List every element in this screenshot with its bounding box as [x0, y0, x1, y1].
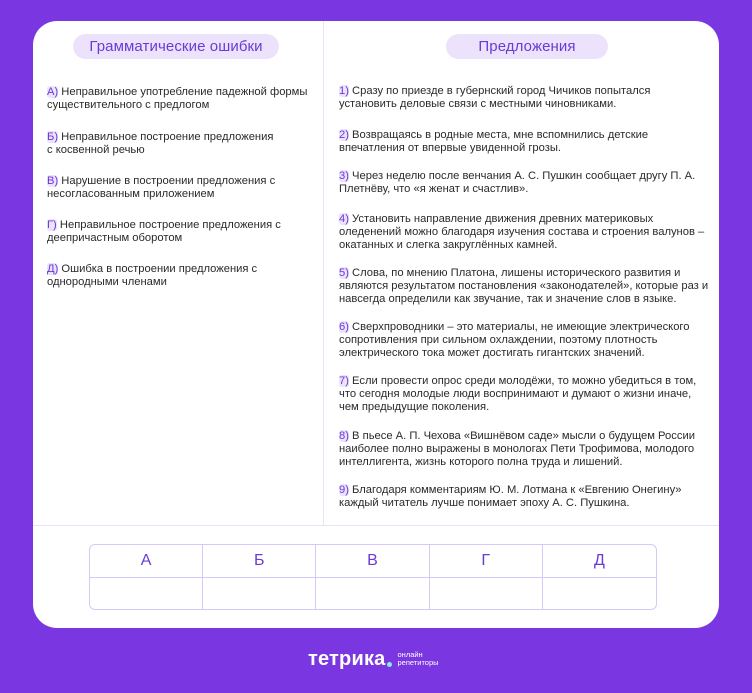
error-text: Неправильное построение предложения с косвенной речью [47, 131, 274, 156]
sentence-text: Если провести опрос среди молодёжи, то можно убедиться в том, что сегодня молодые люди воспринимают и думают о жизни иначе, чем предыдущие поколения. [339, 375, 697, 413]
sentence-item-4 [339, 213, 709, 252]
answer-table [89, 544, 657, 610]
sentence-text: Слова, по мнению Платона, лишены исторического развития и являются результатом постановления «законодателей», которые раз и навсегда определили как звучание, так и значение слов в языке. [339, 267, 709, 305]
sentence-marker: 4) [339, 213, 349, 225]
sentence-text: Сверхпроводники – это материалы, не имеющие электрического сопротивления при сильном охлаждении, поэтому плотность электрического тока может достигать гигантских значений. [339, 321, 690, 359]
sentence-text: Сразу по приезде в губернский город Чичиков попытался установить деловые связи с местными чиновниками. [339, 85, 651, 110]
sentence-marker: 3) [339, 170, 349, 182]
error-text: Нарушение в построении предложения с несогласованным приложением [47, 175, 276, 200]
sentence-marker: 1) [339, 85, 349, 97]
answer-header-g: Г [430, 545, 543, 578]
answer-header-v: В [316, 545, 429, 578]
column-divider [323, 21, 324, 525]
brand-logo [308, 648, 439, 670]
error-item-v [47, 175, 282, 201]
error-marker: Д) [47, 263, 59, 275]
sentence-item-8 [339, 430, 709, 469]
answer-cell-d[interactable] [543, 578, 656, 609]
error-text: Ошибка в построении предложения с однородными членами [47, 263, 258, 288]
sentence-marker: 9) [339, 484, 349, 496]
answer-header-a: А [90, 545, 203, 578]
sentence-item-5 [339, 267, 709, 306]
sentence-item-6 [339, 321, 709, 360]
answer-cell-a[interactable] [90, 578, 203, 609]
errors-column-header: Грамматические ошибки [73, 34, 279, 59]
sentence-marker: 8) [339, 430, 349, 442]
sentence-text: В пьесе А. П. Чехова «Вишнёвом саде» мысли о будущем России наиболее полно выражены в монологах Пети Трофимова, молодого интеллигента, жизнь которого полна труда и лишений. [339, 430, 695, 468]
sentence-item-3 [339, 170, 709, 196]
error-marker: Б) [47, 131, 59, 143]
error-item-b [47, 131, 282, 157]
brand-subtitle-line1: онлайн [397, 650, 423, 659]
error-marker: Г) [47, 219, 57, 231]
brand-subtitle-line2: репетиторы [397, 658, 439, 667]
answer-header-b: Б [203, 545, 316, 578]
answer-cell-g[interactable] [430, 578, 543, 609]
task-card [33, 21, 719, 628]
sentence-marker: 2) [339, 129, 349, 141]
sentence-text: Благодаря комментариям Ю. М. Лотмана к «Евгению Онегину» каждый читатель лучше понимает эпоху А. С. Пушкина. [339, 484, 682, 509]
error-item-a [47, 86, 317, 112]
sentences-column-header: Предложения [446, 34, 608, 59]
brand-subtitle [398, 651, 439, 667]
error-marker: А) [47, 86, 59, 98]
sentence-text: Установить направление движения древних материковых оледенений можно благодаря изучения состава и строения валунов – окатанных и слегка закруглённых камней. [339, 213, 705, 251]
brand-dot-icon [387, 662, 392, 667]
error-text: Неправильное построение предложения с деепричастным оборотом [47, 219, 281, 244]
sentence-marker: 5) [339, 267, 349, 279]
section-divider [33, 525, 719, 526]
sentence-text: Через неделю после венчания А. С. Пушкин сообщает другу П. А. Плетнёву, что «я женат и счастлив». [339, 170, 696, 195]
answer-header-d: Д [543, 545, 656, 578]
error-text: Неправильное употребление падежной формы существительного с предлогом [47, 86, 308, 111]
error-item-g [47, 219, 287, 245]
error-marker: В) [47, 175, 59, 187]
error-item-d [47, 263, 272, 289]
sentence-item-9 [339, 484, 694, 510]
sentence-item-7 [339, 375, 709, 414]
brand-name: тетрика [308, 647, 386, 670]
sentence-item-2 [339, 129, 659, 155]
sentence-marker: 7) [339, 375, 349, 387]
answer-cell-b[interactable] [203, 578, 316, 609]
answer-cell-v[interactable] [316, 578, 429, 609]
sentence-item-1 [339, 85, 669, 111]
sentence-text: Возвращаясь в родные места, мне вспомнились детские впечатления от впервые увиденной грозы. [339, 129, 649, 154]
sentence-marker: 6) [339, 321, 349, 333]
